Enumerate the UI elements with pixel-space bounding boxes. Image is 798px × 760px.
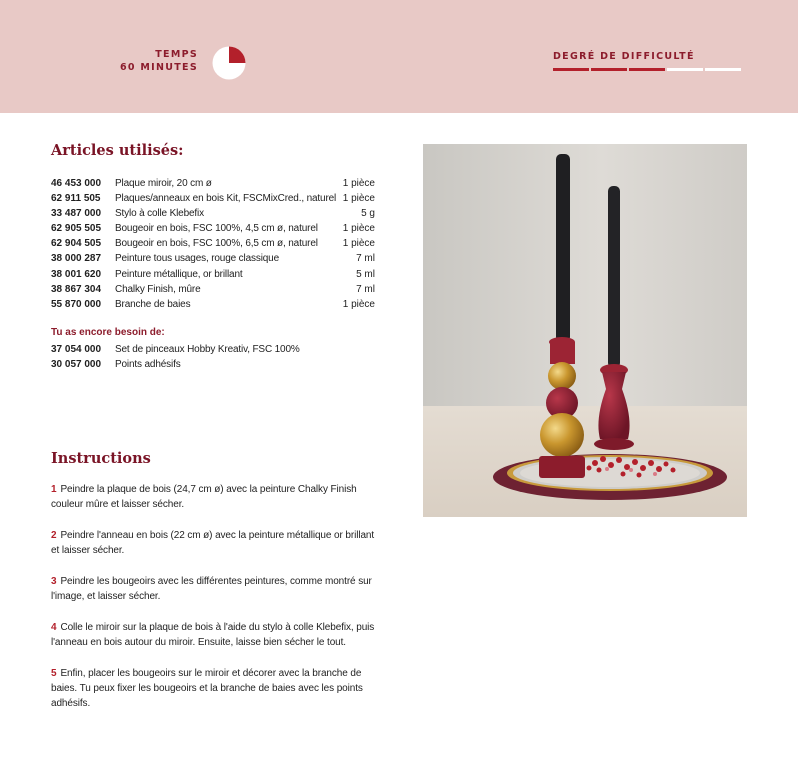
article-number: 38 867 304 [51,283,102,295]
article-number: 62 905 505 [51,223,102,235]
article-quantity: 1 pièce [342,298,375,310]
instruction-step [51,620,381,650]
needed-list [51,342,375,372]
article-row [51,251,375,266]
time-label: TEMPS [155,49,198,60]
time-value: 60 MINUTES [120,62,198,73]
difficulty-bar [553,68,589,71]
article-quantity: 5 g [361,208,375,220]
difficulty-bar [667,68,703,71]
clock-icon [212,46,246,80]
step-number: 4 [51,621,57,633]
header-band [0,0,798,113]
needed-number: 30 057 000 [51,359,102,371]
article-description: Stylo à colle Klebefix [115,208,204,220]
step-text: Peindre les bougeoirs avec les différentes peintures, comme montré sur l'image, et laisser sécher. [51,575,372,603]
needed-number: 37 054 000 [51,344,102,355]
step-text: Enfin, placer les bougeoirs sur le miroir et décorer avec la branche de baies. Tu peux fixer les bougeoirs et la branche de baies avec les points adhésifs. [51,667,363,710]
instruction-step [51,666,381,712]
article-number: 38 001 620 [51,268,102,280]
article-number: 62 904 505 [51,238,102,250]
step-number: 2 [51,529,57,541]
instruction-step [51,574,381,604]
needed-row [51,357,375,372]
article-quantity: 1 pièce [342,223,375,235]
step-number: 1 [51,484,57,495]
article-row [51,282,375,297]
articles-title: Articles utilisés: [51,142,184,159]
article-row [51,297,375,312]
article-number: 38 000 287 [51,253,102,265]
article-row [51,206,375,221]
instructions-list [51,482,381,727]
article-description: Peinture métallique, or brillant [115,268,243,280]
article-description: Plaque miroir, 20 cm ø [115,178,212,189]
article-row [51,221,375,236]
article-number: 62 911 505 [51,193,101,205]
article-quantity: 1 pièce [342,238,375,250]
candle-holders-photo [423,144,747,517]
article-row [51,191,375,206]
article-quantity: 5 ml [356,268,375,280]
difficulty-label: DEGRÉ DE DIFFICULTÉ [553,51,695,62]
article-description: Bougeoir en bois, FSC 100%, 6,5 cm ø, naturel [115,238,318,250]
clock-fill-wedge [229,47,246,64]
instruction-step [51,528,381,558]
difficulty-bar [591,68,627,71]
article-quantity: 7 ml [356,283,375,295]
article-description: Plaques/anneaux en bois Kit, FSCMixCred., naturel [115,193,337,205]
step-number: 5 [51,667,57,679]
needed-description: Set de pinceaux Hobby Kreativ, FSC 100% [115,344,300,355]
step-number: 3 [51,575,57,587]
article-number: 33 487 000 [51,208,102,220]
difficulty-bar [705,68,741,71]
instruction-step [51,482,381,512]
article-number: 55 870 000 [51,298,102,310]
difficulty-block [553,50,747,71]
article-description: Bougeoir en bois, FSC 100%, 4,5 cm ø, naturel [115,223,318,235]
article-row [51,176,375,191]
difficulty-bar [629,68,665,71]
article-quantity: 1 pièce [342,178,375,189]
article-quantity: 1 pièce [342,193,375,205]
article-row [51,236,375,251]
step-text: Peindre l'anneau en bois (22 cm ø) avec la peinture métallique or brillant et laisser sécher. [51,529,375,557]
article-number: 46 453 000 [51,178,102,189]
time-block [100,48,198,74]
article-quantity: 7 ml [356,253,375,265]
article-description: Peinture tous usages, rouge classique [115,253,280,265]
difficulty-bars [553,68,747,71]
articles-list [51,176,375,312]
article-row [51,267,375,282]
step-text: Colle le miroir sur la plaque de bois à l'aide du stylo à colle Klebefix, puis l'anneau en bois autour du miroir. Ensuite, laisse bien sécher le tout. [51,621,375,648]
instructions-title: Instructions [51,450,151,467]
needed-title: Tu as encore besoin de: [51,327,165,338]
article-description: Chalky Finish, mûre [115,283,201,295]
article-description: Branche de baies [115,298,191,310]
step-text: Peindre la plaque de bois (24,7 cm ø) avec la peinture Chalky Finish couleur mûre et laisser sécher. [51,484,357,511]
needed-row [51,342,375,357]
needed-description: Points adhésifs [115,359,181,371]
